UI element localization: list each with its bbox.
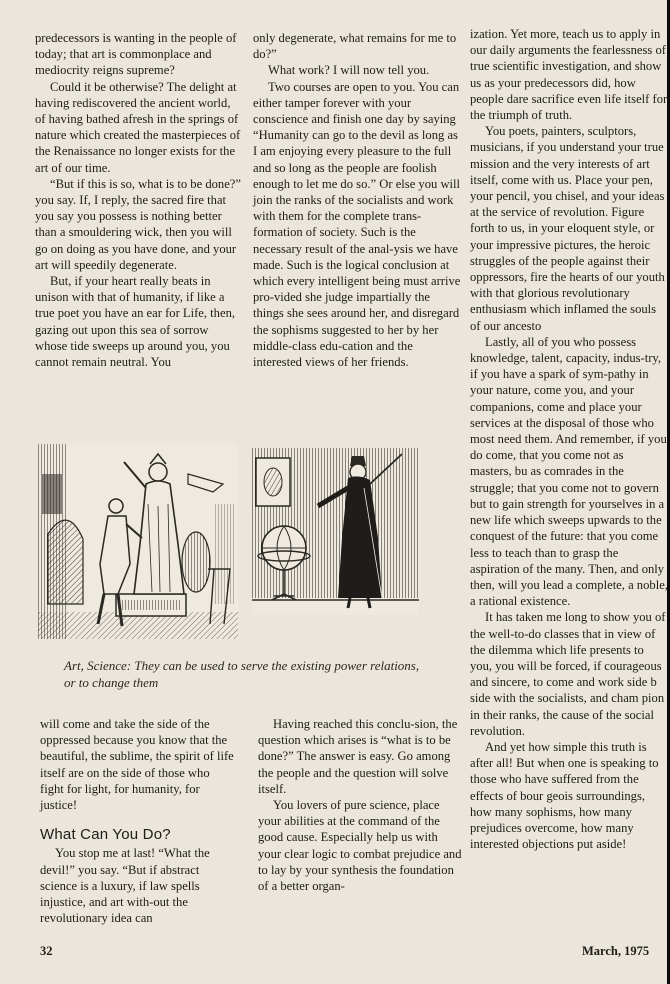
paragraph: “But if this is so, what is to be done?” you say. If, I reply, the sacred fire that you say you possess is nothing better than a smouldering wick, then you will go on doing as you have done, and your art will speedily degenerate. xyxy=(35,176,241,272)
paragraph: Could it be otherwise? The delight at having rediscovered the ancient world, of having bathed afresh in the springs of nature which created the masterpieces of the Renaissance no longer exists for the art of our time. xyxy=(35,79,241,175)
text-column-3 xyxy=(470,26,668,852)
art-allegory-image xyxy=(38,444,238,639)
page-number: 32 xyxy=(40,944,53,958)
paragraph: will come and take the side of the oppressed because you know that the beautiful, the sublime, the spirit of life itself are on the side of those who fight for light, for humanity, for justice! xyxy=(40,717,234,813)
text-column-1 xyxy=(35,30,243,370)
paragraph: Two courses are open to you. You can either tamper forever with your conscience and finish one day by saying “Humanity can go to the devil as long as I am enjoying every pleasure to the full and so long as the people are foolish enough to let me do so.” Or else you will join the ranks of the socialists and work with them for the complete trans-formation of society. Such is the necessary result of the anal-ysis we have made. Such is the logical conclusion at which every intelligent being must arrive pro-vided she judge impartially the things she sees around her, and disregard the sophisms suggested to her by her middle-class edu-cation and the interested views of her friends. xyxy=(253,79,461,370)
text-column-4 xyxy=(40,716,234,926)
paragraph: But, if your heart really beats in unison with that of humanity, if like a true poet you have an ear for Life, then, gazing out upon this sea of sorrow whose tide sweeps up around you, you cannot remain neutral. You xyxy=(35,274,236,370)
paragraph: And yet how simple this truth is after all! But when one is speaking to those who have suffered from the effects of bour geois surroundings, how many sophisms, how many prejudices overcome, how many interested objections put aside! xyxy=(470,739,659,852)
science-woodcut-illustration xyxy=(252,448,419,615)
publication-date: March, 1975 xyxy=(582,944,650,958)
paragraph: predecessors is wanting in the people of today; that art is commonplace and mediocrity reigns supreme? xyxy=(35,31,237,78)
art-woodcut-illustration xyxy=(38,444,238,639)
paragraph: It has taken me long to show you of the well-to-do classes that in view of the dilemma which life presents to you, you will be forced, if courageous and sincere, to come and work side b side with the socialists, and cham pion in their ranks, the cause of the social revolution. xyxy=(470,610,666,738)
paragraph: Lastly, all of you who possess knowledge, talent, capacity, indus-try, if you have a spark of sym-pathy in your nature, come you, and your companions, come and place your services at the disposal of those who most need them. And remember, if you do come, that you come not as masters, bu as comrades in the struggle; that you come not to govern but to gain strength for yourselves in a new life which sweeps upwards to the conquest of the future: that you come less to teach than to grasp the aspiration of the many. Then, and only then, will you lead a complete, a noble, a rational existence. xyxy=(470,334,668,609)
paragraph: ization. Yet more, teach us to apply in our daily arguments the fearlessness of true scientific investigation, and show us as your predecessors did, how people dare sacrifice even life itself for the triumph of truth. xyxy=(470,27,668,123)
text-column-5 xyxy=(258,716,462,894)
section-heading: What Can You Do? xyxy=(40,826,171,844)
paragraph: You stop me at last! “What the devil!” you say. “But if abstract science is a luxury, if law spells injustice, and art with-out the revolutionary idea can xyxy=(40,846,210,926)
figure-caption: Art, Science: They can be used to serve the existing power relations, or to change them xyxy=(64,658,420,690)
paragraph: only degenerate, what remains for me to do?” xyxy=(253,31,457,62)
science-allegory-image xyxy=(252,448,419,615)
paragraph: You poets, painters, sculptors, musicians, if you understand your true mission and the very interests of art itself, come with us. Place your pen, your pencil, you chisel, and your ideas at the service of revolution. Figure forth to us, in your eloquent style, or your impressive pictures, the heroic struggles of the people against their oppressors, fire the hearts of our youth with that glorious revolutionary enthusiasm which inflamed the souls of our ancesto xyxy=(470,124,665,333)
text-column-2 xyxy=(253,30,461,370)
paragraph: Having reached this conclu-sion, the question which arises is “what is to be done?” The answer is easy. Go among the people and the question will solve itself. xyxy=(258,717,458,796)
paragraph: What work? I will now tell you. xyxy=(268,63,430,78)
paragraph: You lovers of pure science, place your abilities at the command of the good cause. Especially help us with your clear logic to combat prejudice and to lay by your synthesis the foundation of a better organ- xyxy=(258,798,462,894)
